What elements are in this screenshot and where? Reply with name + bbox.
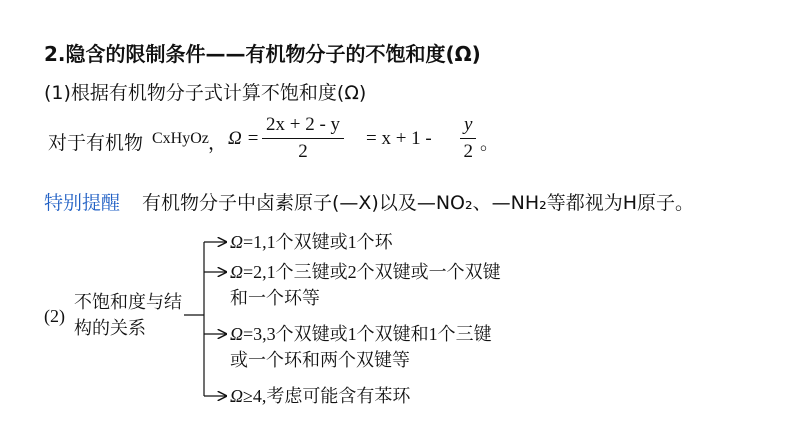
case-1-omega: Ω [230,232,244,252]
subsection-1-title: (1)根据有机物分子式计算不饱和度(Ω) [44,82,367,104]
subsection-2-number: (2) [44,306,65,326]
fraction-2-numerator: y [464,114,473,135]
case-4 [230,383,410,409]
case-3 [230,321,492,373]
fraction-1-numerator: 2x + 2 - y [266,114,341,135]
case-3-line1: =3,3个双键或1个双键和1个三键 [243,324,492,344]
case-1-line1: =1,1个双键或1个环 [243,232,393,252]
fraction-1-denominator: 2 [298,141,308,162]
formula-prefix: 对于有机物 [48,132,144,154]
formula-comma: ， [208,132,228,154]
case-2-line2: 和一个环等 [230,288,320,308]
formula-suffix: 。 [480,132,500,154]
case-2-line1: =2,1个三键或2个双键或一个双键 [243,262,501,282]
formula-molecule: CxHyOz [152,130,209,147]
section-heading: 2.隐含的限制条件——有机物分子的不饱和度(Ω) [44,42,481,66]
formula-middle: = x + 1 - [366,128,432,149]
tip-text: 有机物分子中卤素原子(—X)以及—NO₂、—NH₂等都视为H原子。 [142,192,695,214]
case-4-line1: ≥4,考虑可能含有苯环 [243,386,411,406]
tip-label: 特别提醒 [44,192,121,214]
fraction-2-denominator: 2 [463,141,473,162]
formula-omega-eq: Ω = [228,128,260,149]
subsection-2-label: 不饱和度与结构的关系 [74,292,182,339]
case-3-omega: Ω [230,324,244,344]
case-3-line2: 或一个环和两个双键等 [230,350,410,370]
case-2 [230,259,501,311]
case-2-omega: Ω [230,262,244,282]
case-1 [230,229,393,255]
case-4-omega: Ω [230,386,244,406]
